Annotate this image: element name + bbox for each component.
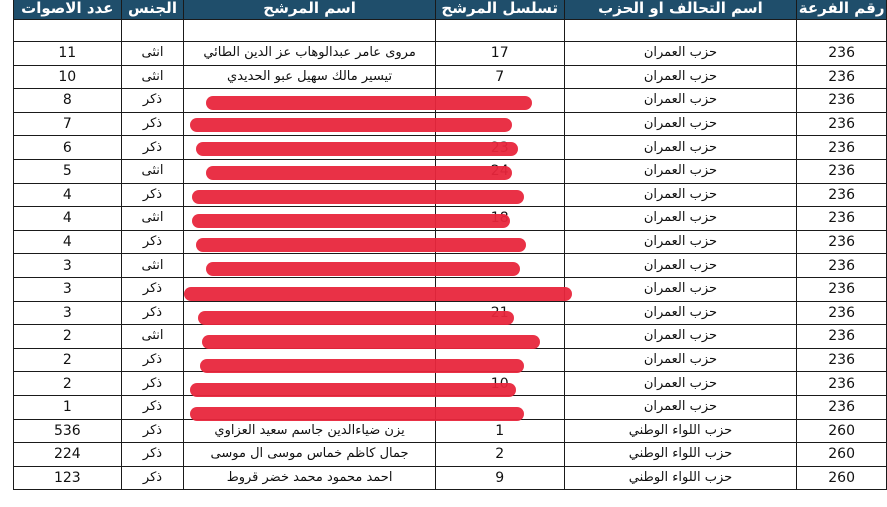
table-row [14, 65, 887, 89]
cell-branch: 236 [797, 325, 887, 349]
cell-votes: 2 [14, 325, 122, 349]
header-seq: تسلسل المرشح [435, 0, 564, 20]
cell-votes: 536 [14, 419, 122, 443]
cell-branch: 236 [797, 65, 887, 89]
cell-votes: 4 [14, 207, 122, 231]
cell-party: حزب العمران [564, 372, 797, 396]
cell-party: حزب العمران [564, 277, 797, 301]
table-row [14, 42, 887, 66]
redaction-mark [184, 287, 572, 301]
redaction-mark [202, 335, 540, 349]
redaction-mark [206, 96, 532, 110]
redaction-mark [192, 214, 510, 228]
cell-party: حزب العمران [564, 395, 797, 419]
cell-name: احمد محمود محمد خضر قروط [184, 466, 435, 490]
cell-votes: 4 [14, 183, 122, 207]
cell-party: حزب العمران [564, 254, 797, 278]
cell-gender: ذكر [121, 183, 184, 207]
cell-party: حزب العمران [564, 348, 797, 372]
cell-votes: 5 [14, 159, 122, 183]
cell-branch: 260 [797, 466, 887, 490]
cell-votes: 8 [14, 89, 122, 113]
cell-votes: 3 [14, 277, 122, 301]
cell-branch: 236 [797, 230, 887, 254]
cell-branch: 236 [797, 112, 887, 136]
cell-party: حزب العمران [564, 325, 797, 349]
cell-branch: 236 [797, 42, 887, 66]
redaction-mark [192, 190, 524, 204]
cell-votes: 224 [14, 443, 122, 467]
cell-gender: ذكر [121, 136, 184, 160]
table-row [14, 443, 887, 467]
cell-branch: 236 [797, 277, 887, 301]
cell-seq: 17 [435, 42, 564, 66]
cell-party: حزب العمران [564, 42, 797, 66]
header-name: اسم المرشح [184, 0, 435, 20]
cell-branch: 236 [797, 183, 887, 207]
cell-gender: انثى [121, 207, 184, 231]
cell-branch: 236 [797, 159, 887, 183]
cell-gender: انثى [121, 254, 184, 278]
cell-votes: 6 [14, 136, 122, 160]
cell-seq: 9 [435, 466, 564, 490]
cell-votes: 10 [14, 65, 122, 89]
cell-branch: 236 [797, 207, 887, 231]
header-gender: الجنس [121, 0, 184, 20]
cell-branch: 260 [797, 419, 887, 443]
cell-gender: ذكر [121, 277, 184, 301]
table-row [14, 419, 887, 443]
header-branch: رقم الفرعة [797, 0, 887, 20]
cell-votes: 2 [14, 348, 122, 372]
cell-gender: ذكر [121, 230, 184, 254]
cell-votes: 4 [14, 230, 122, 254]
cell-name: يزن ضياءالدين جاسم سعيد العزاوي [184, 419, 435, 443]
cell-party: حزب العمران [564, 112, 797, 136]
cell-gender: ذكر [121, 395, 184, 419]
cell-gender: انثى [121, 65, 184, 89]
cell-name: جمال كاظم خماس موسى ال موسى [184, 443, 435, 467]
redaction-mark [196, 238, 526, 252]
cell-seq: 7 [435, 65, 564, 89]
cell-party: حزب العمران [564, 183, 797, 207]
cell-party: حزب العمران [564, 207, 797, 231]
cell-name: تيسير مالك سهيل عبو الحديدي [184, 65, 435, 89]
cell-party: حزب العمران [564, 230, 797, 254]
redaction-mark [190, 383, 516, 397]
redaction-mark [200, 359, 524, 373]
spacer-row [14, 20, 887, 42]
header-row [14, 0, 887, 20]
header-party: اسم التحالف او الحزب [564, 0, 797, 20]
cell-gender: ذكر [121, 112, 184, 136]
redaction-mark [196, 142, 518, 156]
cell-gender: انثى [121, 159, 184, 183]
cell-party: حزب العمران [564, 159, 797, 183]
cell-party: حزب اللواء الوطني [564, 443, 797, 467]
cell-party: حزب العمران [564, 136, 797, 160]
cell-branch: 236 [797, 89, 887, 113]
cell-party: حزب العمران [564, 301, 797, 325]
cell-branch: 236 [797, 395, 887, 419]
cell-party: حزب العمران [564, 65, 797, 89]
redaction-mark [206, 262, 520, 276]
cell-name: مروى عامر عبدالوهاب عز الدين الطائي [184, 42, 435, 66]
cell-gender: ذكر [121, 301, 184, 325]
cell-votes: 123 [14, 466, 122, 490]
cell-gender: انثى [121, 42, 184, 66]
cell-branch: 236 [797, 136, 887, 160]
cell-branch: 236 [797, 348, 887, 372]
cell-seq: 2 [435, 443, 564, 467]
redaction-mark [190, 407, 524, 421]
cell-branch: 236 [797, 372, 887, 396]
cell-gender: انثى [121, 325, 184, 349]
cell-gender: ذكر [121, 466, 184, 490]
redaction-mark [206, 166, 512, 180]
cell-gender: ذكر [121, 89, 184, 113]
cell-branch: 260 [797, 443, 887, 467]
cell-party: حزب العمران [564, 89, 797, 113]
redaction-mark [198, 311, 514, 325]
cell-votes: 3 [14, 301, 122, 325]
cell-party: حزب اللواء الوطني [564, 419, 797, 443]
cell-gender: ذكر [121, 419, 184, 443]
cell-votes: 11 [14, 42, 122, 66]
cell-party: حزب اللواء الوطني [564, 466, 797, 490]
cell-votes: 1 [14, 395, 122, 419]
cell-gender: ذكر [121, 443, 184, 467]
cell-branch: 236 [797, 301, 887, 325]
table-row [14, 466, 887, 490]
cell-gender: ذكر [121, 372, 184, 396]
cell-gender: ذكر [121, 348, 184, 372]
cell-votes: 2 [14, 372, 122, 396]
cell-votes: 3 [14, 254, 122, 278]
cell-votes: 7 [14, 112, 122, 136]
redaction-mark [190, 118, 512, 132]
cell-seq: 1 [435, 419, 564, 443]
cell-branch: 236 [797, 254, 887, 278]
header-votes: عدد الاصوات [14, 0, 122, 20]
